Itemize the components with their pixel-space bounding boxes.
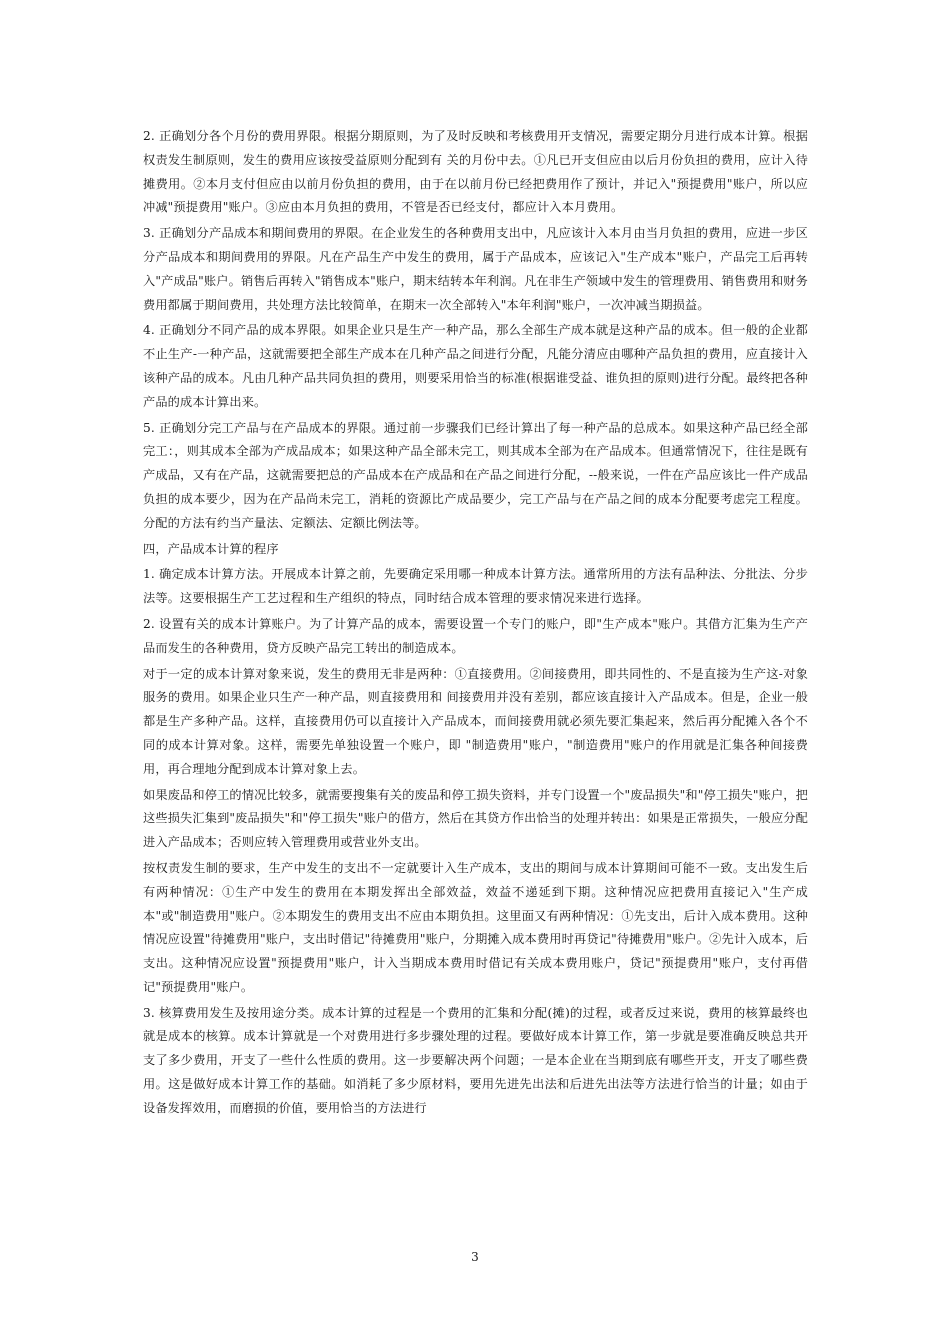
paragraph-2-monthly-boundary: 2. 正确划分各个月份的费用界限。根据分期原则，为了及时反映和考核费用开支情况，需要定期分月进行成本计算。根据权责发生制原则，发生的费用应该按受益原则分配到有 关的月份中去。①凡已开支但应由以后月份负担的费用，应计入待摊费用。②本月支付但应由以前月份负担的费用，由于在以前月份已经把费用作了预计，并记入"预提费用"账户，所以应冲减"预提费用"账户。③应由本月负担的费用，不管是否已经支付，都应计入本月费用。	[143, 129, 808, 215]
paragraph-direct-indirect-costs: 对于一定的成本计算对象来说，发生的费用无非是两种：①直接费用。②间接费用，即共同性的、不是直接为生产这-对象服务的费用。如果企业只生产一种产品，则直接费用和 间接费用并没有差别，都应该直接计入产品成本。但是，企业一般都是生产多种产品。这样，直接费用仍可以直接计入产品成本，而间接费用就必须先要汇集起来，然后再分配摊入各个不同的成本计算对象。这样，需要先单独设置一个账户，即 "制造费用"账户，"制造费用"账户的作用就是汇集各种间接费用，再合理地分配到成本计算对象上去。	[143, 666, 808, 776]
paragraph-3-product-vs-period-cost: 3. 正确划分产品成本和期间费用的界限。在企业发生的各种费用支出中，凡应该计入本月由当月负担的费用，应进一步区分产品成本和期间费用的界限。凡在产品生产中发生的费用，属于产品成本，应该记入"生产成本"账户，产品完工后再转入"产成品"账户。销售后再转入"销售成本"账户，期末结转本年利润。凡在非生产领域中发生的管理费用、销售费用和财务费用都属于期间费用，共处理方法比较简单，在期末一次全部转入"本年利润"账户，一次冲减当期损益。	[143, 226, 808, 312]
paragraph-step-3-expense-classification: 3. 核算费用发生及按用途分类。成本计算的过程是一个费用的汇集和分配(摊)的过程，或者反过来说，费用的核算最终也就是成本的核算。成本计算就是一个对费用进行多步骤处理的过程。要做好成本计算工作，第一步就是要准确反映总共开支了多少费用，开支了一些什么性质的费用。这一步要解决两个问题；一是本企业在当期到底有哪些开支，开支了哪些费用。这是做好成本计算工作的基础。如消耗了多少原材料，要用先进先出法和后进先出法等方法进行恰当的计量；如由于设备发挥效用，而磨损的价值，要用恰当的方法进行	[143, 1005, 808, 1115]
paragraph-step-2-accounts: 2. 设置有关的成本计算账户。为了计算产品的成本，需要设置一个专门的账户，即"生产成本"账户。其借方汇集为生产产品而发生的各种费用，贷方反映产品完工转出的制造成本。	[143, 616, 808, 655]
paragraph-5-finished-vs-wip: 5. 正确划分完工产品与在产品成本的界限。通过前一步骤我们已经计算出了每一种产品的总成本。如果这种产品已经全部完工：，则其成本全部为产成品成本；如果这种产品全部未完工，则其成本全部为在产品成本。但通常情况下，往往是既有产成品，又有在产品，这就需要把总的产品成本在产成品和在产品之间进行分配，--般来说，一件在产品应该比一件产成品负担的成本要少，因为在产品尚未完工，消耗的资源比产成品要少，完工产品与在产品之间的成本分配要考虑完工程度。分配的方法有约当产量法、定额法、定额比例法等。	[143, 420, 808, 530]
document-body	[143, 125, 808, 1123]
paragraph-scrap-and-downtime-losses: 如果废品和停工的情况比较多，就需要搜集有关的废品和停工损失资料，并专门设置一个"废品损失"和"停工损失"账户，把这些损失汇集到"废品损失"和"停工损失"账户的借方，然后在其贷方作出恰当的处理并转出：如果是正常损失，一般应分配进入产品成本；否则应转入管理费用或营业外支出。	[143, 787, 808, 850]
paragraph-accrual-basis: 按权责发生制的要求，生产中发生的支出不一定就要计入生产成本，支出的期间与成本计算期间可能不一致。支出发生后有两种情况：①生产中发生的费用在本期发挥出全部效益，效益不递延到下期。这种情况应把费用直接记入"生产成本"或"制造费用"账户。②本期发生的费用支出不应由本期负担。这里面又有两种情况：①先支出，后计入成本费用。这种情况应设置"待摊费用"账户，支出时借记"待摊费用"账户，分期摊入成本费用时再贷记"待摊费用"账户。②先计入成本，后支出。这种情况应设置"预提费用"账户，计入当期成本费用时借记有关成本费用账户，贷记"预提费用"账户，支付再借记"预提费用"账户。	[143, 860, 808, 994]
page-number: 3	[471, 1250, 479, 1264]
paragraph-4-product-cost-boundary: 4. 正确划分不同产品的成本界限。如果企业只是生产一种产品，那么全部生产成本就是这种产品的成本。但一般的企业都不止生产-一种产品，这就需要把全部生产成本在几种产品之间进行分配，凡能分清应由哪种产品负担的费用，应直接计入该种产品的成本。凡由几种产品共同负担的费用，则要采用恰当的标准(根据谁受益、谁负担的原则)进行分配。最终把各种产品的成本计算出来。	[143, 323, 808, 409]
section-heading-costing-procedure: 四，产品成本计算的程序	[143, 541, 279, 556]
paragraph-step-1-costing-method: 1. 确定成本计算方法。开展成本计算之前，先要确定采用哪一种成本计算方法。通常所用的方法有品种法、分批法、分步法等。这要根据生产工艺过程和生产组织的特点，同时结合成本管理的要求情况来进行选择。	[143, 567, 808, 606]
